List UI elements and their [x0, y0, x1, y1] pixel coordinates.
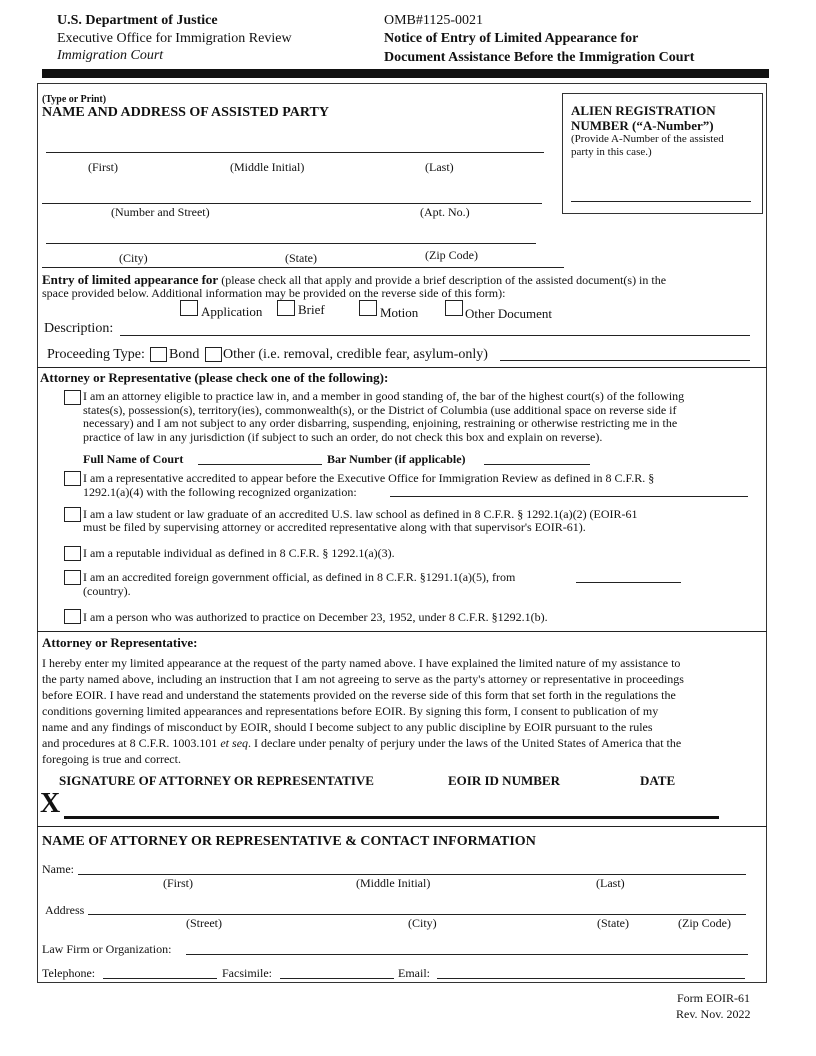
reputable-individual-checkbox[interactable] — [64, 546, 81, 561]
signature-label: SIGNATURE OF ATTORNEY OR REPRESENTATIVE — [59, 773, 374, 788]
law-student-checkbox[interactable] — [64, 507, 81, 522]
date-label: DATE — [640, 773, 676, 788]
email-label: Email: — [398, 966, 430, 980]
attorney-option-line: I am an attorney eligible to practice law in, and a member in good standing of, the bar of the highest court(s) of the following — [83, 389, 685, 403]
party-first-label: (First) — [88, 160, 118, 174]
contact-zip-label: (Zip Code) — [678, 916, 731, 930]
attorney-option-line: states(s), possession(s), territory(ies), commonwealth(s), or the District of Columbia (use additional space on reverse side if — [83, 402, 677, 417]
entry-line2: space provided below. Additional information may be provided on the reverse side of this form): — [42, 286, 506, 300]
contact-street-label: (Street) — [186, 916, 222, 930]
foreign-official-checkbox[interactable] — [64, 570, 81, 585]
law-student-line2: must be filed by supervising attorney or accredited representative along with that supervisor's EOIR-61). — [83, 520, 586, 534]
declaration-line — [42, 735, 684, 751]
bar-number-field[interactable] — [484, 464, 590, 465]
attorney-option-line: practice of law in any jurisdiction (if subject to such an order, do not check this box and explain on reverse). — [83, 429, 603, 444]
authorized-1952-label: I am a person who was authorized to practice on December 23, 1952, under 8 C.F.R. §1292.1(b). — [83, 610, 548, 624]
party-city-line[interactable] — [46, 243, 536, 244]
motion-checkbox[interactable] — [359, 300, 377, 316]
signature-x-mark: X — [40, 788, 61, 819]
eoir-id-label: EOIR ID NUMBER — [448, 773, 560, 788]
party-street-line[interactable] — [42, 203, 542, 204]
declaration-line: I hereby enter my limited appearance at the request of the party named above. I have explained the limited nature of my assistance to — [42, 656, 681, 670]
form-number: Form EOIR-61 — [677, 991, 750, 1005]
alien-number-note-2: party in this case.) — [571, 146, 652, 158]
declaration-line: the party named above, including an instruction that I am not agreeing to serve as the party's attorney or representative in proceedings — [42, 672, 684, 686]
application-checkbox[interactable] — [180, 300, 198, 316]
other-proceeding-checkbox[interactable] — [205, 347, 222, 362]
party-name-line[interactable] — [46, 152, 544, 153]
foreign-official-line1: I am an accredited foreign government official, as defined in 8 C.F.R. §1291.1(a)(5), from — [83, 570, 516, 584]
contact-address-field[interactable] — [88, 914, 746, 915]
description-label: Description: — [44, 321, 114, 336]
alien-number-heading-1: ALIEN REGISTRATION — [571, 103, 716, 118]
agency-name: U.S. Department of Justice — [57, 13, 218, 28]
alien-number-note-1: (Provide A-Number of the assisted — [571, 133, 724, 145]
reputable-individual-label: I am a reputable individual as defined in 8 C.F.R. § 1292.1(a)(3). — [83, 546, 395, 560]
contact-city-label: (City) — [408, 916, 437, 930]
declaration-line: name and any findings of misconduct by EOIR, should I become subject to any public discipline by EOIR pursuant to the rules — [42, 720, 653, 734]
motion-label: Motion — [380, 305, 419, 320]
contact-name-label: Name: — [42, 862, 74, 876]
bar-number-label: Bar Number (if applicable) — [327, 452, 466, 466]
contact-first-label: (First) — [163, 876, 193, 890]
party-street-label: (Number and Street) — [111, 205, 210, 219]
contact-name-field[interactable] — [78, 874, 746, 875]
declaration-heading: Attorney or Representative: — [42, 635, 198, 650]
signature-line[interactable] — [64, 816, 719, 819]
attorney-checkbox[interactable] — [64, 390, 81, 405]
type-note: (Type or Print) — [42, 94, 107, 105]
other-proceeding-field[interactable] — [500, 360, 750, 361]
law-student-line1: I am a law student or law graduate of an accredited U.S. law school as defined in 8 C.F.R. § 1292.1(a)(2) (EOIR-61 — [83, 507, 638, 521]
party-heading: NAME AND ADDRESS OF ASSISTED PARTY — [42, 105, 329, 120]
header-rule — [42, 69, 769, 78]
declaration-line: conditions governing limited appearances and representations before EOIR. By signing this form, I consent to publication of my — [42, 704, 659, 718]
email-field[interactable] — [437, 978, 745, 979]
brief-label: Brief — [298, 302, 325, 317]
court-name-field[interactable] — [198, 464, 322, 465]
declaration-line: before EOIR. I have read and understand the statements provided on the reverse side of this form that set forth in the regulations the — [42, 688, 676, 702]
alien-number-field[interactable] — [571, 201, 751, 202]
foreign-official-line2: (country). — [83, 584, 131, 598]
accredited-rep-checkbox[interactable] — [64, 471, 81, 486]
office-name: Executive Office for Immigration Review — [57, 31, 292, 46]
other-document-checkbox[interactable] — [445, 300, 463, 316]
application-label: Application — [201, 304, 263, 319]
law-firm-label: Law Firm or Organization: — [42, 942, 172, 956]
omb-number: OMB#1125-0021 — [384, 13, 484, 28]
party-state-label: (State) — [285, 251, 317, 265]
telephone-field[interactable] — [103, 978, 217, 979]
entry-divider — [37, 367, 767, 368]
court-name: Immigration Court — [57, 48, 164, 63]
contact-middle-label: (Middle Initial) — [356, 876, 431, 890]
proceeding-type-label: Proceeding Type: — [47, 347, 145, 362]
party-middle-label: (Middle Initial) — [230, 160, 305, 174]
party-section-divider — [42, 267, 564, 268]
entry-lead: Entry of limited appearance for — [42, 272, 219, 287]
telephone-label: Telephone: — [42, 966, 96, 980]
party-zip-label: (Zip Code) — [425, 248, 478, 262]
declaration-text — [42, 655, 684, 767]
brief-checkbox[interactable] — [277, 300, 295, 316]
declaration-line6-a: and procedures at 8 C.F.R. 1003.101 — [42, 736, 221, 750]
attorney-options-heading: Attorney or Representative (please check one of the following): — [40, 370, 389, 385]
accredited-rep-line2: 1292.1(a)(4) with the following recognized organization: — [83, 485, 357, 499]
party-last-label: (Last) — [425, 160, 454, 174]
form-title-line1: Notice of Entry of Limited Appearance for — [384, 31, 639, 46]
accredited-rep-line1: I am a representative accredited to appear before the Executive Office for Immigration Review as defined in 8 C.F.R. § — [83, 471, 655, 485]
other-proceeding-label: Other (i.e. removal, credible fear, asylum-only) — [223, 347, 488, 362]
authorized-1952-checkbox[interactable] — [64, 609, 81, 624]
contact-heading: NAME OF ATTORNEY OR REPRESENTATIVE & CONTACT INFORMATION — [42, 834, 536, 849]
bond-label: Bond — [169, 347, 200, 362]
form-title-line2: Document Assistance Before the Immigration Court — [384, 50, 695, 65]
revision-date: Rev. Nov. 2022 — [676, 1007, 751, 1021]
declaration-line: foregoing is true and correct. — [42, 752, 181, 766]
attorney-option-line: necessary) and I am not subject to any order disbarring, suspending, enjoining, restraining or otherwise restricting me in the — [83, 416, 678, 430]
contact-last-label: (Last) — [596, 876, 625, 890]
court-name-label: Full Name of Court — [83, 452, 184, 466]
alien-number-heading-2: NUMBER (“A-Number”) — [571, 118, 714, 133]
party-apt-label: (Apt. No.) — [420, 205, 470, 219]
attorney-option-text — [83, 390, 684, 444]
facsimile-field[interactable] — [280, 978, 394, 979]
contact-state-label: (State) — [597, 916, 629, 930]
country-field[interactable] — [576, 582, 681, 583]
entry-rest: (please check all that apply and provide a brief description of the assisted document(s) in the — [218, 273, 667, 287]
bond-checkbox[interactable] — [150, 347, 167, 362]
organization-field[interactable] — [390, 496, 748, 497]
party-city-label: (City) — [119, 251, 148, 265]
declaration-divider — [37, 826, 767, 827]
description-field[interactable] — [120, 335, 750, 336]
et-seq: et seq — [220, 736, 249, 750]
other-document-label: Other Document — [465, 306, 553, 321]
contact-address-label: Address — [45, 903, 85, 917]
declaration-line6-b: . I declare under penalty of perjury under the laws of the United States of America that the — [248, 736, 682, 750]
options-divider — [37, 631, 767, 632]
facsimile-label: Facsimile: — [222, 966, 272, 980]
law-firm-field[interactable] — [186, 954, 748, 955]
